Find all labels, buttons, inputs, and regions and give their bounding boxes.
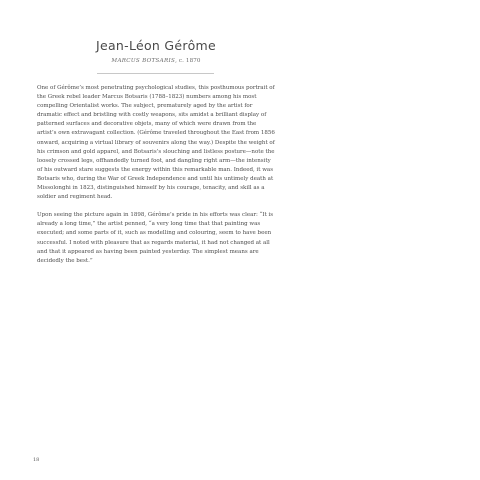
essay-paragraph-2: Upon seeing the picture again in 1898, Gérôme’s pride in his efforts was clear: “It is already a long time,” the artist penned, “a very long time that that painting was executed; and some parts of it, such as modelling and colouring, seem to have been successful. I noted with pleasure that as regards material, it had not changed at all and that it appeared as having been painted yesterday. The simplest means are decidedly the best.” [37,212,274,264]
entry-header [68,37,244,66]
artist-name: Jean-Léon Gérôme [95,38,216,53]
page-number: 18 [33,457,40,463]
artwork-caption [68,56,244,66]
header-divider [97,73,214,74]
artwork-title: MARCUS BOTSARIS [111,58,176,64]
essay-body [37,84,275,266]
artwork-date: , c. 1870 [175,58,201,64]
essay-paragraph-1: One of Gérôme’s most penetrating psychological studies, this posthumous portrait of the Greek rebel leader Marcus Botsaris (1788–1823) numbers among his most compelling Orientalist works. The subject, prematurely aged by the artist for dramatic effect and bristling with costly weapons, sits amidst a brilliant display of patterned surfaces and decorative objets, many of which were drawn from the artist’s own extravagant collection. (Gérôme traveled throughout the East from 1856 onward, acquiring a virtual library of souvenirs along the way.) Despite the weight of his crimson and gold apparel, and Botsaris’s slouching and listless posture—note the loosely crossed legs, offhandedly turned foot, and dangling right arm—the intensity of his outward stare suggests the energy within this remarkable man. Indeed, it was Botsaris who, during the War of Greek Independence and until his untimely death at Missolonghi in 1823, distinguished himself by his courage, tenacity, and skill as a soldier and regiment head. [37,85,275,201]
